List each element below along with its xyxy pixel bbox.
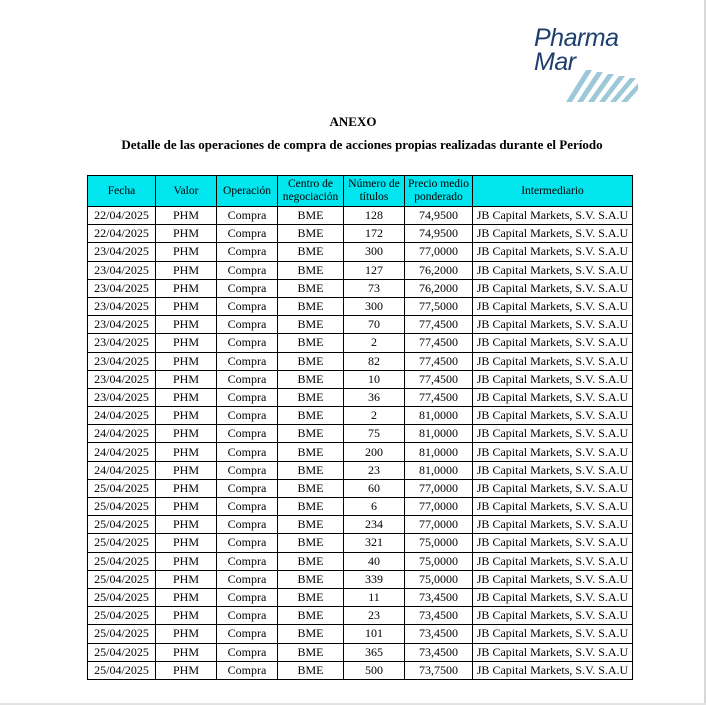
- cell-precio: 81,0000: [405, 407, 473, 425]
- cell-intermediario: JB Capital Markets, S.V. S.A.U: [473, 407, 633, 425]
- cell-precio: 77,5000: [405, 297, 473, 315]
- cell-numero: 82: [344, 352, 405, 370]
- table-row: [88, 316, 633, 334]
- table-row: [88, 407, 633, 425]
- cell-operacion: Compra: [217, 461, 278, 479]
- cell-valor: PHM: [156, 570, 217, 588]
- cell-centro: BME: [278, 297, 344, 315]
- cell-valor: PHM: [156, 388, 217, 406]
- cell-precio: 75,0000: [405, 534, 473, 552]
- cell-operacion: Compra: [217, 570, 278, 588]
- cell-fecha: 24/04/2025: [88, 407, 156, 425]
- cell-intermediario: JB Capital Markets, S.V. S.A.U: [473, 334, 633, 352]
- cell-fecha: 22/04/2025: [88, 207, 156, 225]
- cell-numero: 128: [344, 207, 405, 225]
- cell-valor: PHM: [156, 207, 217, 225]
- cell-centro: BME: [278, 479, 344, 497]
- cell-centro: BME: [278, 407, 344, 425]
- cell-intermediario: JB Capital Markets, S.V. S.A.U: [473, 570, 633, 588]
- cell-operacion: Compra: [217, 316, 278, 334]
- cell-operacion: Compra: [217, 607, 278, 625]
- table-row: [88, 552, 633, 570]
- cell-numero: 500: [344, 661, 405, 679]
- cell-precio: 77,4500: [405, 388, 473, 406]
- cell-fecha: 23/04/2025: [88, 316, 156, 334]
- table-row: [88, 334, 633, 352]
- cell-valor: PHM: [156, 643, 217, 661]
- cell-numero: 6: [344, 498, 405, 516]
- cell-fecha: 24/04/2025: [88, 461, 156, 479]
- table-row: [88, 607, 633, 625]
- cell-precio: 77,0000: [405, 498, 473, 516]
- cell-intermediario: JB Capital Markets, S.V. S.A.U: [473, 516, 633, 534]
- cell-valor: PHM: [156, 334, 217, 352]
- cell-operacion: Compra: [217, 207, 278, 225]
- cell-operacion: Compra: [217, 407, 278, 425]
- cell-fecha: 25/04/2025: [88, 625, 156, 643]
- cell-centro: BME: [278, 443, 344, 461]
- cell-valor: PHM: [156, 461, 217, 479]
- cell-numero: 36: [344, 388, 405, 406]
- cell-centro: BME: [278, 388, 344, 406]
- table-row: [88, 243, 633, 261]
- header-numero: Número de títulos: [344, 176, 405, 207]
- table-row: [88, 443, 633, 461]
- cell-centro: BME: [278, 316, 344, 334]
- cell-numero: 321: [344, 534, 405, 552]
- table-header-row: [88, 176, 633, 207]
- table-row: [88, 352, 633, 370]
- table-row: [88, 388, 633, 406]
- cell-numero: 40: [344, 552, 405, 570]
- cell-intermediario: JB Capital Markets, S.V. S.A.U: [473, 607, 633, 625]
- cell-numero: 23: [344, 607, 405, 625]
- table-row: [88, 588, 633, 606]
- header-fecha: Fecha: [88, 176, 156, 207]
- logo-line-1: Pharma: [534, 24, 619, 52]
- cell-fecha: 23/04/2025: [88, 297, 156, 315]
- cell-operacion: Compra: [217, 625, 278, 643]
- logo-line-2: Mar: [534, 48, 576, 76]
- cell-valor: PHM: [156, 243, 217, 261]
- table-row: [88, 479, 633, 497]
- cell-precio: 81,0000: [405, 461, 473, 479]
- cell-centro: BME: [278, 625, 344, 643]
- cell-centro: BME: [278, 461, 344, 479]
- annex-title: ANEXO: [329, 114, 377, 129]
- cell-numero: 10: [344, 370, 405, 388]
- cell-valor: PHM: [156, 534, 217, 552]
- table-row: [88, 643, 633, 661]
- table-row: [88, 498, 633, 516]
- header-operacion: Operación: [217, 176, 278, 207]
- table-row: [88, 534, 633, 552]
- cell-fecha: 25/04/2025: [88, 588, 156, 606]
- cell-numero: 60: [344, 479, 405, 497]
- cell-operacion: Compra: [217, 425, 278, 443]
- cell-valor: PHM: [156, 316, 217, 334]
- cell-intermediario: JB Capital Markets, S.V. S.A.U: [473, 316, 633, 334]
- cell-operacion: Compra: [217, 498, 278, 516]
- cell-intermediario: JB Capital Markets, S.V. S.A.U: [473, 207, 633, 225]
- cell-precio: 76,2000: [405, 279, 473, 297]
- cell-centro: BME: [278, 552, 344, 570]
- cell-intermediario: JB Capital Markets, S.V. S.A.U: [473, 225, 633, 243]
- cell-intermediario: JB Capital Markets, S.V. S.A.U: [473, 352, 633, 370]
- cell-operacion: Compra: [217, 552, 278, 570]
- cell-fecha: 24/04/2025: [88, 425, 156, 443]
- cell-operacion: Compra: [217, 443, 278, 461]
- cell-valor: PHM: [156, 588, 217, 606]
- header-precio: Precio medio ponderado: [405, 176, 473, 207]
- cell-centro: BME: [278, 516, 344, 534]
- table-row: [88, 207, 633, 225]
- cell-operacion: Compra: [217, 297, 278, 315]
- cell-fecha: 24/04/2025: [88, 443, 156, 461]
- cell-precio: 77,4500: [405, 334, 473, 352]
- cell-precio: 73,4500: [405, 588, 473, 606]
- cell-centro: BME: [278, 225, 344, 243]
- cell-numero: 73: [344, 279, 405, 297]
- cell-precio: 77,4500: [405, 352, 473, 370]
- table-row: [88, 261, 633, 279]
- cell-operacion: Compra: [217, 261, 278, 279]
- cell-centro: BME: [278, 261, 344, 279]
- cell-valor: PHM: [156, 407, 217, 425]
- cell-operacion: Compra: [217, 479, 278, 497]
- cell-numero: 339: [344, 570, 405, 588]
- cell-fecha: 23/04/2025: [88, 279, 156, 297]
- cell-fecha: 25/04/2025: [88, 552, 156, 570]
- cell-precio: 77,4500: [405, 316, 473, 334]
- cell-operacion: Compra: [217, 370, 278, 388]
- cell-fecha: 25/04/2025: [88, 516, 156, 534]
- cell-precio: 74,9500: [405, 225, 473, 243]
- cell-intermediario: JB Capital Markets, S.V. S.A.U: [473, 534, 633, 552]
- cell-numero: 70: [344, 316, 405, 334]
- cell-precio: 77,0000: [405, 243, 473, 261]
- cell-fecha: 25/04/2025: [88, 643, 156, 661]
- cell-fecha: 23/04/2025: [88, 243, 156, 261]
- cell-valor: PHM: [156, 279, 217, 297]
- table-row: [88, 225, 633, 243]
- cell-valor: PHM: [156, 479, 217, 497]
- table-row: [88, 570, 633, 588]
- cell-operacion: Compra: [217, 334, 278, 352]
- cell-intermediario: JB Capital Markets, S.V. S.A.U: [473, 243, 633, 261]
- cell-numero: 365: [344, 643, 405, 661]
- cell-numero: 300: [344, 297, 405, 315]
- company-logo: [528, 26, 638, 98]
- cell-intermediario: JB Capital Markets, S.V. S.A.U: [473, 443, 633, 461]
- cell-precio: 73,4500: [405, 643, 473, 661]
- cell-intermediario: JB Capital Markets, S.V. S.A.U: [473, 425, 633, 443]
- cell-intermediario: JB Capital Markets, S.V. S.A.U: [473, 370, 633, 388]
- cell-valor: PHM: [156, 225, 217, 243]
- cell-precio: 75,0000: [405, 552, 473, 570]
- cell-intermediario: JB Capital Markets, S.V. S.A.U: [473, 588, 633, 606]
- cell-centro: BME: [278, 570, 344, 588]
- cell-precio: 76,2000: [405, 261, 473, 279]
- cell-centro: BME: [278, 352, 344, 370]
- cell-fecha: 23/04/2025: [88, 388, 156, 406]
- cell-numero: 172: [344, 225, 405, 243]
- cell-centro: BME: [278, 498, 344, 516]
- cell-centro: BME: [278, 370, 344, 388]
- cell-fecha: 25/04/2025: [88, 534, 156, 552]
- table-row: [88, 625, 633, 643]
- cell-intermediario: JB Capital Markets, S.V. S.A.U: [473, 388, 633, 406]
- cell-valor: PHM: [156, 443, 217, 461]
- cell-numero: 101: [344, 625, 405, 643]
- cell-intermediario: JB Capital Markets, S.V. S.A.U: [473, 643, 633, 661]
- cell-numero: 2: [344, 334, 405, 352]
- header-valor: Valor: [156, 176, 217, 207]
- cell-centro: BME: [278, 661, 344, 679]
- header-intermediario: Intermediario: [473, 176, 633, 207]
- cell-precio: 77,4500: [405, 370, 473, 388]
- cell-numero: 127: [344, 261, 405, 279]
- cell-operacion: Compra: [217, 225, 278, 243]
- table-row: [88, 370, 633, 388]
- cell-intermediario: JB Capital Markets, S.V. S.A.U: [473, 625, 633, 643]
- cell-valor: PHM: [156, 661, 217, 679]
- cell-operacion: Compra: [217, 352, 278, 370]
- cell-valor: PHM: [156, 607, 217, 625]
- cell-intermediario: JB Capital Markets, S.V. S.A.U: [473, 261, 633, 279]
- cell-centro: BME: [278, 207, 344, 225]
- cell-precio: 73,4500: [405, 607, 473, 625]
- cell-numero: 300: [344, 243, 405, 261]
- cell-precio: 81,0000: [405, 425, 473, 443]
- cell-numero: 234: [344, 516, 405, 534]
- cell-fecha: 25/04/2025: [88, 661, 156, 679]
- cell-precio: 81,0000: [405, 443, 473, 461]
- cell-intermediario: JB Capital Markets, S.V. S.A.U: [473, 498, 633, 516]
- cell-valor: PHM: [156, 370, 217, 388]
- table-row: [88, 516, 633, 534]
- cell-valor: PHM: [156, 516, 217, 534]
- cell-precio: 73,7500: [405, 661, 473, 679]
- cell-operacion: Compra: [217, 516, 278, 534]
- cell-fecha: 25/04/2025: [88, 570, 156, 588]
- cell-operacion: Compra: [217, 661, 278, 679]
- cell-valor: PHM: [156, 498, 217, 516]
- cell-valor: PHM: [156, 625, 217, 643]
- cell-centro: BME: [278, 425, 344, 443]
- cell-centro: BME: [278, 279, 344, 297]
- logo-stripes-icon: [566, 60, 638, 102]
- cell-valor: PHM: [156, 352, 217, 370]
- header-centro: Centro de negociación: [278, 176, 344, 207]
- cell-precio: 75,0000: [405, 570, 473, 588]
- cell-numero: 11: [344, 588, 405, 606]
- operations-table: [87, 175, 633, 680]
- table-row: [88, 297, 633, 315]
- cell-fecha: 22/04/2025: [88, 225, 156, 243]
- table-row: [88, 279, 633, 297]
- cell-valor: PHM: [156, 261, 217, 279]
- cell-intermediario: JB Capital Markets, S.V. S.A.U: [473, 479, 633, 497]
- annex-subtitle: Detalle de las operaciones de compra de acciones propias realizadas durante el Período: [121, 137, 603, 152]
- table-row: [88, 661, 633, 679]
- cell-centro: BME: [278, 607, 344, 625]
- cell-precio: 77,0000: [405, 516, 473, 534]
- cell-operacion: Compra: [217, 588, 278, 606]
- table-body: [88, 207, 633, 680]
- cell-numero: 23: [344, 461, 405, 479]
- cell-intermediario: JB Capital Markets, S.V. S.A.U: [473, 297, 633, 315]
- cell-operacion: Compra: [217, 279, 278, 297]
- cell-fecha: 25/04/2025: [88, 498, 156, 516]
- cell-operacion: Compra: [217, 388, 278, 406]
- table-row: [88, 425, 633, 443]
- cell-intermediario: JB Capital Markets, S.V. S.A.U: [473, 552, 633, 570]
- cell-valor: PHM: [156, 425, 217, 443]
- cell-numero: 75: [344, 425, 405, 443]
- cell-operacion: Compra: [217, 534, 278, 552]
- cell-fecha: 23/04/2025: [88, 352, 156, 370]
- cell-precio: 74,9500: [405, 207, 473, 225]
- cell-intermediario: JB Capital Markets, S.V. S.A.U: [473, 279, 633, 297]
- cell-valor: PHM: [156, 552, 217, 570]
- cell-fecha: 25/04/2025: [88, 479, 156, 497]
- cell-fecha: 23/04/2025: [88, 261, 156, 279]
- cell-operacion: Compra: [217, 243, 278, 261]
- table-row: [88, 461, 633, 479]
- cell-numero: 200: [344, 443, 405, 461]
- cell-intermediario: JB Capital Markets, S.V. S.A.U: [473, 461, 633, 479]
- cell-centro: BME: [278, 243, 344, 261]
- cell-centro: BME: [278, 534, 344, 552]
- cell-precio: 77,0000: [405, 479, 473, 497]
- cell-numero: 2: [344, 407, 405, 425]
- cell-intermediario: JB Capital Markets, S.V. S.A.U: [473, 661, 633, 679]
- cell-fecha: 25/04/2025: [88, 607, 156, 625]
- cell-operacion: Compra: [217, 643, 278, 661]
- cell-valor: PHM: [156, 297, 217, 315]
- cell-precio: 73,4500: [405, 625, 473, 643]
- cell-fecha: 23/04/2025: [88, 334, 156, 352]
- cell-centro: BME: [278, 643, 344, 661]
- cell-centro: BME: [278, 588, 344, 606]
- cell-centro: BME: [278, 334, 344, 352]
- cell-fecha: 23/04/2025: [88, 370, 156, 388]
